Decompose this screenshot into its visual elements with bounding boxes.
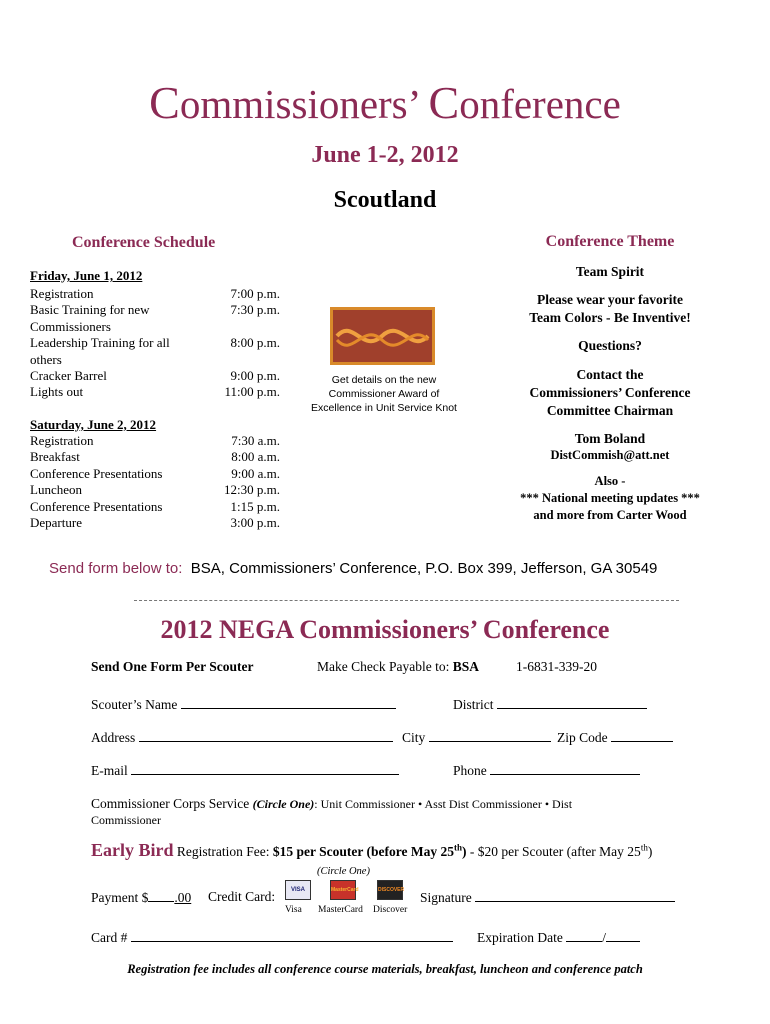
event-time	[210, 352, 280, 368]
discover-icon[interactable]: DISCOVER	[377, 880, 403, 900]
theme-wear-line-1: Please wear your favorite	[536, 292, 684, 307]
event-name: Cracker Barrel	[30, 368, 107, 384]
account-number: 1-6831-339-20	[516, 659, 597, 674]
district-label: District	[453, 697, 494, 712]
event-name: Registration	[30, 286, 94, 301]
saturday-schedule	[30, 433, 280, 531]
email-label: E-mail	[91, 763, 128, 778]
fee-footer-note: Registration fee includes all conference course materials, breakfast, luncheon and conference patch	[127, 962, 643, 976]
expiration-label: Expiration Date	[477, 930, 563, 945]
send-form-line	[49, 560, 657, 577]
knot-caption	[300, 373, 468, 415]
schedule-heading: Conference Schedule	[72, 234, 216, 251]
schedule-row	[30, 499, 280, 515]
event-time: 9:00 a.m.	[231, 465, 280, 481]
event-name: Departure	[30, 515, 82, 531]
theme-wear-line-2: Team Colors - Be Inventive!	[529, 310, 691, 325]
city-input[interactable]	[429, 729, 551, 742]
early-fee-end: )	[461, 844, 467, 859]
event-name: Conference Presentations	[30, 465, 163, 481]
knot-caption-line: Commissioner Award of	[328, 388, 440, 400]
late-fee-text: - $20 per Scouter (after May 25	[466, 844, 641, 859]
mastercard-label: MasterCard	[318, 905, 363, 915]
scouter-name-input[interactable]	[181, 696, 396, 709]
conference-date: June 1-2, 2012	[311, 142, 459, 168]
phone-field[interactable]	[453, 762, 640, 779]
one-form-note: Send One Form Per Scouter	[91, 659, 254, 674]
knot-caption-line: Get details on the new	[331, 374, 437, 386]
early-fee	[273, 844, 467, 859]
credit-card-label: Credit Card:	[208, 889, 276, 904]
friday-heading: Friday, June 1, 2012	[30, 268, 143, 283]
card-circle-one-note: (Circle One)	[317, 866, 370, 877]
event-name: Breakfast	[30, 449, 80, 465]
address-field[interactable]	[91, 729, 393, 746]
expiration-slash: /	[602, 930, 606, 945]
card-number-input[interactable]	[131, 929, 453, 942]
early-fee-sup: th	[453, 842, 462, 853]
payment-label: Payment $	[91, 890, 149, 905]
event-name: Commissioners	[30, 318, 111, 334]
event-time: 7:30 p.m.	[230, 302, 280, 318]
event-time: 8:00 a.m.	[231, 449, 280, 465]
corps-label: Commissioner Corps Service	[91, 796, 253, 811]
schedule-row	[30, 384, 280, 400]
zip-input[interactable]	[611, 729, 673, 742]
schedule-row	[30, 482, 280, 498]
event-time: 9:00 p.m.	[230, 368, 280, 384]
address-label: Address	[91, 730, 136, 745]
also-label: Also -	[594, 474, 626, 488]
circle-one-note: (Circle One)	[252, 797, 315, 811]
event-name: Luncheon	[30, 482, 82, 498]
event-time: 7:00 p.m.	[230, 286, 280, 301]
district-field[interactable]	[453, 696, 647, 713]
event-time: 1:15 p.m.	[230, 498, 280, 514]
expiration-field[interactable]	[477, 929, 640, 946]
knot-award-image	[330, 307, 435, 365]
schedule-row	[30, 466, 280, 482]
card-number-field[interactable]	[91, 929, 453, 946]
contact-line-1: Contact the	[576, 367, 644, 382]
scouter-name-field[interactable]	[91, 696, 396, 713]
payment-field[interactable]	[91, 889, 191, 906]
visa-label: Visa	[285, 905, 302, 915]
mastercard-icon[interactable]: MasterCard	[330, 880, 356, 900]
event-time: 3:00 p.m.	[230, 515, 280, 531]
event-name: others	[30, 351, 62, 367]
zip-field[interactable]	[557, 729, 673, 746]
contact-line-3: Committee Chairman	[546, 403, 674, 418]
payable-to: BSA	[452, 659, 479, 674]
phone-input[interactable]	[490, 762, 640, 775]
schedule-row	[30, 368, 280, 384]
late-fee-sup: th	[640, 842, 648, 853]
city-label: City	[402, 730, 426, 745]
payment-cents: .00	[174, 890, 192, 905]
signature-input[interactable]	[475, 889, 675, 902]
card-number-label: Card #	[91, 930, 128, 945]
knot-caption-line: Excellence in Unit Service Knot	[311, 402, 457, 414]
expiration-year-input[interactable]	[606, 929, 640, 942]
payment-input[interactable]	[148, 889, 174, 902]
corps-options-cont[interactable]: Commissioner	[91, 813, 162, 827]
visa-icon[interactable]: VISA	[285, 880, 311, 900]
email-field[interactable]	[91, 762, 399, 779]
expiration-month-input[interactable]	[566, 929, 602, 942]
schedule-row	[30, 515, 280, 531]
signature-label: Signature	[420, 890, 472, 905]
corps-service-field[interactable]	[91, 796, 651, 828]
form-title: 2012 NEGA Commissioners’ Conference	[160, 615, 610, 644]
schedule-row	[30, 352, 280, 368]
contact-email[interactable]: DistCommish@att.net	[550, 448, 670, 462]
theme-name: Team Spirit	[575, 264, 645, 279]
event-time: 7:30 a.m.	[231, 433, 280, 448]
event-name: Basic Training for new	[30, 302, 150, 318]
schedule-row	[30, 449, 280, 465]
payable-line	[317, 659, 479, 675]
schedule-row	[30, 302, 280, 318]
discover-label: Discover	[373, 905, 408, 915]
schedule-row	[30, 335, 280, 351]
event-time	[210, 319, 280, 335]
phone-label: Phone	[453, 763, 487, 778]
send-form-label: Send form below to:	[49, 560, 183, 577]
schedule-row	[30, 286, 280, 302]
event-name: Conference Presentations	[30, 498, 163, 514]
scouter-name-label: Scouter’s Name	[91, 697, 178, 712]
event-time: 8:00 p.m.	[230, 335, 280, 351]
saturday-heading: Saturday, June 2, 2012	[30, 417, 157, 432]
schedule-row	[30, 319, 280, 335]
contact-name: Tom Boland	[574, 431, 646, 446]
friday-schedule	[30, 286, 280, 401]
signature-field[interactable]	[420, 889, 675, 906]
questions-label: Questions?	[578, 338, 642, 353]
theme-heading: Conference Theme	[545, 233, 675, 250]
event-name: Leadership Training for all	[30, 335, 170, 351]
district-input[interactable]	[497, 696, 647, 709]
contact-line-2: Commissioners’ Conference	[529, 385, 691, 400]
schedule-row	[30, 433, 280, 449]
event-name: Registration	[30, 433, 94, 448]
send-form-address: BSA, Commissioners’ Conference, P.O. Box 399, Jefferson, GA 30549	[190, 560, 658, 577]
registration-fee-line	[91, 840, 652, 861]
fee-label: Registration Fee:	[173, 844, 273, 859]
page-title	[0, 78, 770, 129]
corps-options[interactable]: : Unit Commissioner • Asst Dist Commissioner • Dist	[314, 797, 573, 811]
knot-icon	[333, 310, 432, 362]
payable-label: Make Check Payable to:	[317, 659, 453, 674]
event-time: 11:00 p.m.	[224, 384, 280, 400]
conference-location: Scoutland	[333, 187, 437, 213]
early-bird-label: Early Bird	[91, 840, 174, 860]
email-input[interactable]	[131, 762, 399, 775]
cut-line-divider	[134, 600, 679, 601]
address-input[interactable]	[139, 729, 393, 742]
title-initial-c2: C	[428, 77, 460, 128]
updates-line-2: and more from Carter Wood	[533, 508, 687, 522]
early-fee-text: $15 per Scouter (before May 25	[272, 844, 454, 859]
city-field[interactable]	[402, 729, 551, 746]
title-part-2: onference	[459, 81, 621, 127]
event-name: Lights out	[30, 384, 84, 400]
title-initial-c: C	[149, 77, 180, 128]
title-part-1: ommissioners’	[179, 81, 429, 127]
event-time: 12:30 p.m.	[224, 482, 280, 498]
zip-label: Zip Code	[557, 730, 608, 745]
late-fee-end: )	[647, 844, 653, 859]
updates-line-1: *** National meeting updates ***	[520, 491, 700, 505]
